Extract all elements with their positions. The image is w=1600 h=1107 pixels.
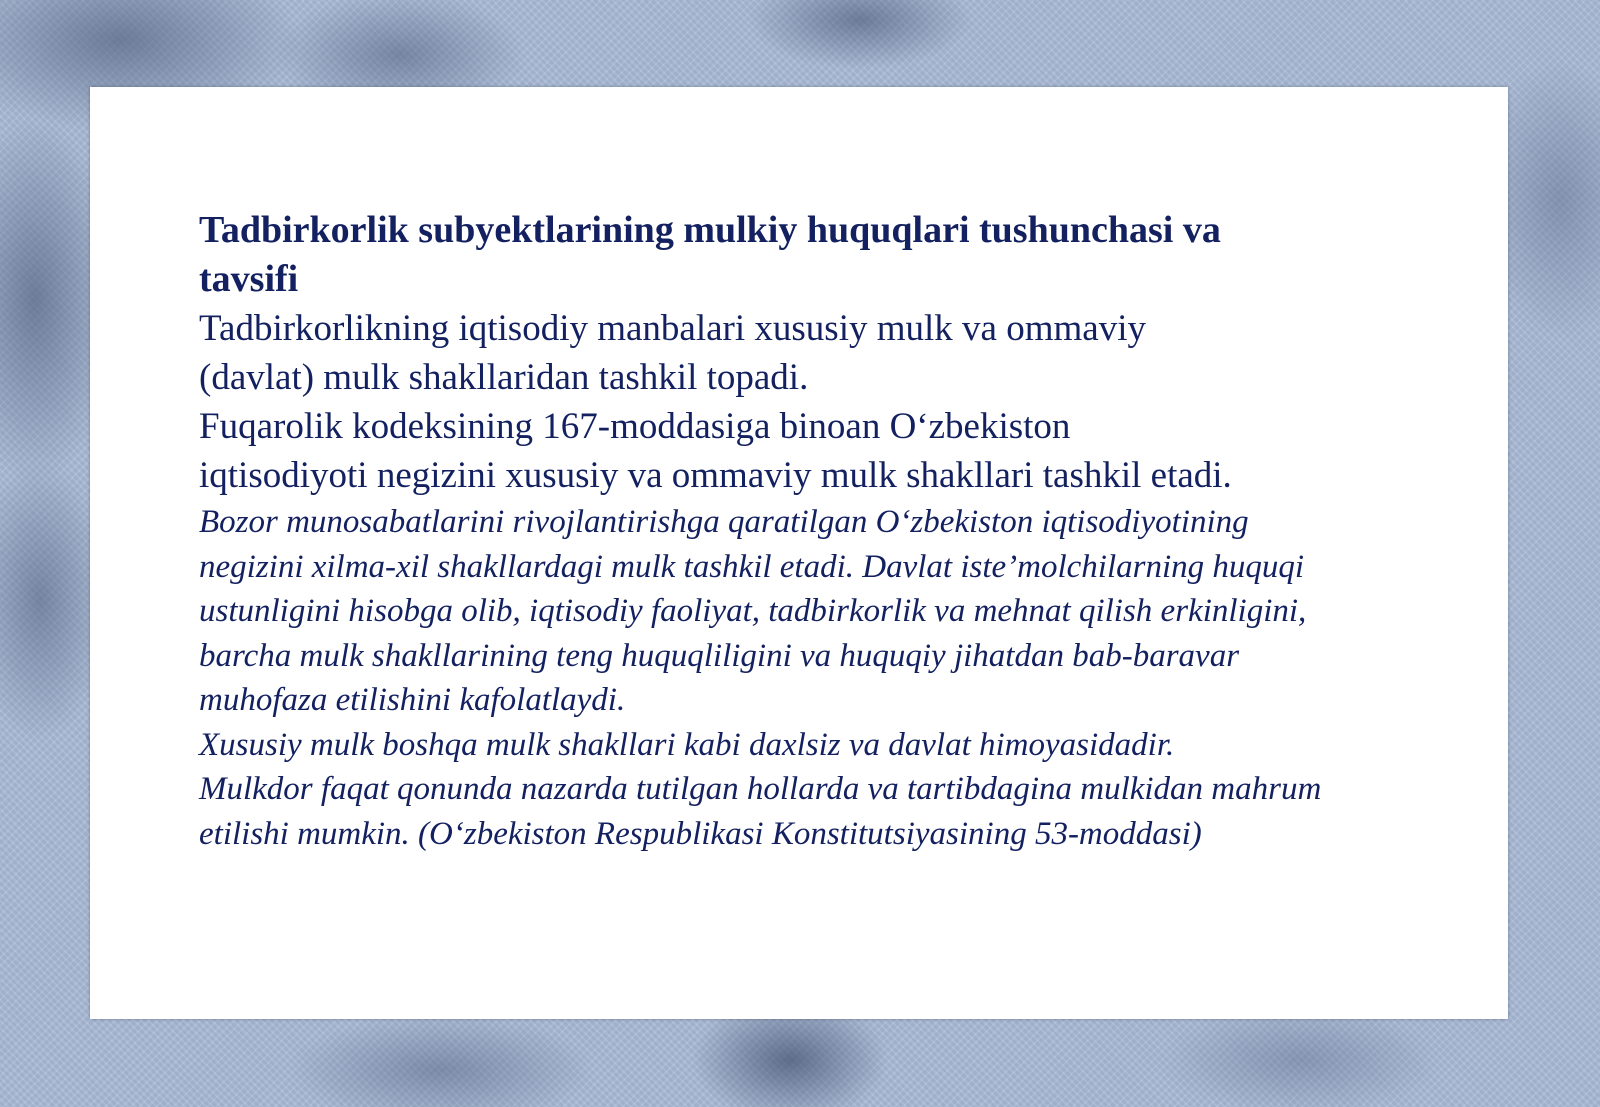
- paragraph-economic-sources: [199, 304, 1469, 402]
- quote-line: muhofaza etilishini kafolatlaydi.: [199, 682, 626, 718]
- paragraph-line: iqtisodiyoti negizini xususiy va ommaviy mulk shakllari tashkil etadi.: [199, 455, 1232, 496]
- slide-title: [199, 206, 1469, 304]
- quote-line: etilishi mumkin. (O‘zbekiston Respublikasi Konstitutsiyasining 53-moddasi): [199, 815, 1202, 852]
- paragraph-civil-code: [199, 402, 1469, 500]
- paragraph-line: Tadbirkorlikning iqtisodiy manbalari xususiy mulk va ommaviy: [199, 308, 1146, 349]
- title-line: tavsifi: [199, 258, 299, 300]
- quote-constitution-article: [199, 723, 1469, 857]
- paragraph-line: (davlat) mulk shakllaridan tashkil topadi.: [199, 357, 809, 398]
- quote-line: negizini xilma-xil shakllardagi mulk tashkil etadi. Davlat iste’molchilarning huquqi: [199, 548, 1305, 585]
- quote-line: Bozor munosabatlarini rivojlantirishga qaratilgan O‘zbekiston iqtisodiyotining: [199, 504, 1249, 540]
- quote-line: Mulkdor faqat qonunda nazarda tutilgan hollarda va tartibdagina mulkidan mahrum: [199, 771, 1322, 807]
- title-line: Tadbirkorlik subyektlarining mulkiy huquqlari tushunchasi va: [199, 209, 1221, 251]
- quote-line: Xususiy mulk boshqa mulk shakllari kabi daxlsiz va davlat himoyasidadir.: [199, 726, 1175, 763]
- paragraph-line: Fuqarolik kodeksining 167-moddasiga binoan O‘zbekiston: [199, 406, 1071, 447]
- slide-text-body: [199, 206, 1469, 856]
- quote-line: barcha mulk shakllarining teng huquqliligini va huquqiy jihatdan bab-baravar: [199, 637, 1240, 674]
- quote-line: ustunligini hisobga olib, iqtisodiy faoliyat, tadbirkorlik va mehnat qilish erkinligini,: [199, 593, 1307, 629]
- quote-market-relations: [199, 500, 1469, 723]
